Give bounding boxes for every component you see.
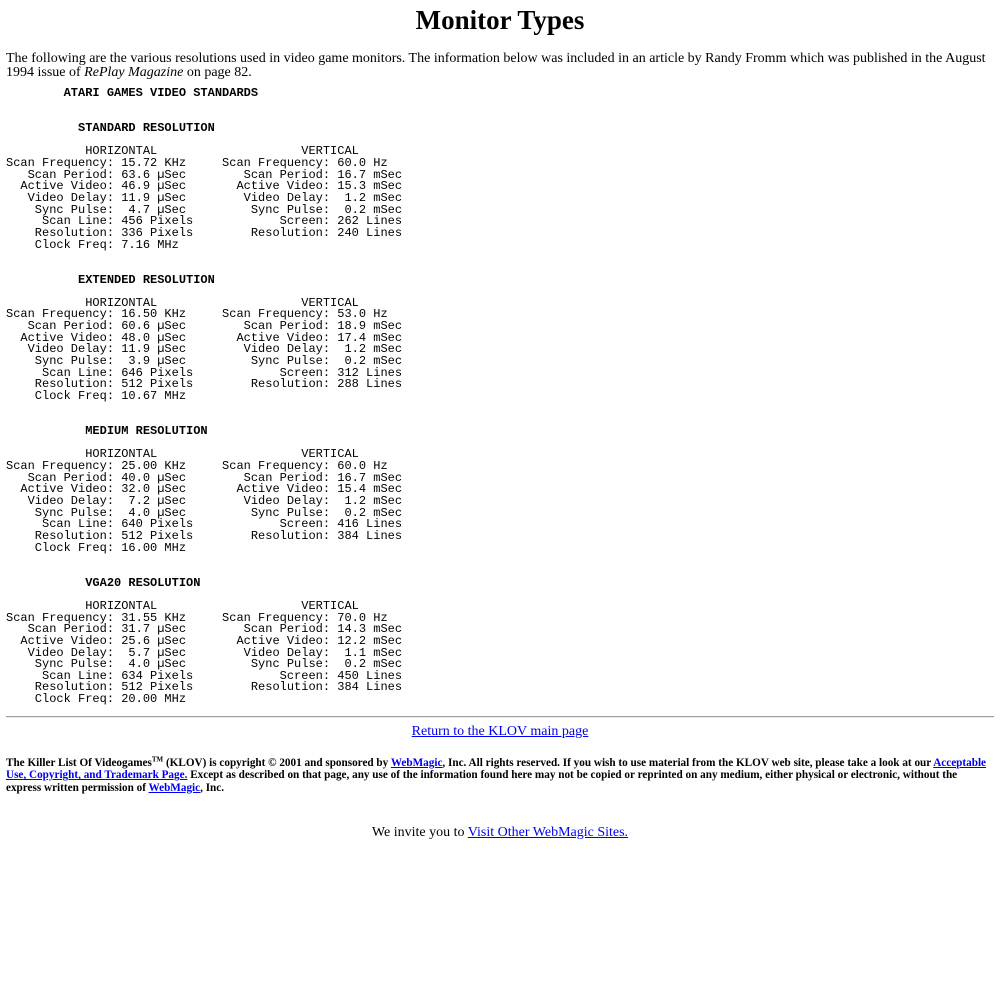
copyright-notice <box>6 757 994 795</box>
spec-row: Resolution: 512 Pixels Resolution: 288 Lines <box>6 377 403 392</box>
standards-header: ATARI GAMES VIDEO STANDARDS <box>6 86 259 100</box>
webmagic-link[interactable]: WebMagic <box>390 756 443 769</box>
return-main-page-link[interactable]: Return to the KLOV main page <box>411 723 589 739</box>
spec-row: Scan Frequency: 16.50 KHz Scan Frequency: 53.0 Hz <box>6 307 388 322</box>
spec-row: Active Video: 48.0 µSec Active Video: 17.4 mSec <box>6 330 403 345</box>
spec-row: Video Delay: 11.9 µSec Video Delay: 1.2 mSec <box>6 342 403 357</box>
spec-row: Clock Freq: 10.67 MHz <box>6 389 187 404</box>
spec-row: Scan Line: 634 Pixels Screen: 450 Lines <box>6 668 403 683</box>
copyright-text: Except as described on that page, any use of the information found here may not be copied or reprinted on any medium, either physical or electronic, without the express written permission of <box>6 769 958 794</box>
other-sites-link[interactable]: Visit Other WebMagic Sites. <box>467 824 629 840</box>
section-title: MEDIUM RESOLUTION <box>6 424 208 439</box>
spec-row: Scan Line: 456 Pixels Screen: 262 Lines <box>6 214 403 229</box>
spec-row: Scan Period: 60.6 µSec Scan Period: 18.9 mSec <box>6 319 403 334</box>
video-standards-table <box>6 88 994 706</box>
spec-row: Scan Period: 63.6 µSec Scan Period: 16.7 mSec <box>6 167 403 182</box>
spec-row: Clock Freq: 7.16 MHz <box>6 237 179 252</box>
intro-paragraph <box>6 52 994 80</box>
intro-text-end: on page 82. <box>183 65 252 80</box>
spec-row: Sync Pulse: 4.0 µSec Sync Pulse: 0.2 mSec <box>6 657 403 672</box>
spec-row: Video Delay: 5.7 µSec Video Delay: 1.1 mSec <box>6 645 403 660</box>
spec-row: Scan Frequency: 25.00 KHz Scan Frequency: 60.0 Hz <box>6 459 388 473</box>
spec-row: Scan Line: 640 Pixels Screen: 416 Lines <box>6 517 403 532</box>
spec-row: Clock Freq: 20.00 MHz <box>6 692 187 707</box>
spec-row: Sync Pulse: 3.9 µSec Sync Pulse: 0.2 mSec <box>6 354 403 369</box>
acceptable-use-link[interactable]: Acceptable Use, Copyright, and Trademark Page. <box>6 756 987 782</box>
column-headers: HORIZONTAL VERTICAL <box>6 144 359 159</box>
spec-row: Active Video: 32.0 µSec Active Video: 15.4 mSec <box>6 482 403 497</box>
spec-row: Active Video: 46.9 µSec Active Video: 15.3 mSec <box>6 179 403 194</box>
column-headers: HORIZONTAL VERTICAL <box>6 598 359 613</box>
magazine-name: RePlay Magazine <box>84 65 184 80</box>
column-headers: HORIZONTAL VERTICAL <box>6 295 359 310</box>
divider <box>6 716 994 718</box>
section-title: EXTENDED RESOLUTION <box>6 272 215 287</box>
section-title: VGA20 RESOLUTION <box>6 575 201 590</box>
page-title: Monitor Types <box>415 5 585 35</box>
copyright-text: (KLOV) is copyright © 2001 and sponsored by <box>163 756 391 769</box>
section-title: STANDARD RESOLUTION <box>6 120 215 135</box>
spec-row: Resolution: 336 Pixels Resolution: 240 Lines <box>6 225 403 240</box>
spec-row: Video Delay: 11.9 µSec Video Delay: 1.2 mSec <box>6 190 403 205</box>
spec-row: Video Delay: 7.2 µSec Video Delay: 1.2 mSec <box>6 493 403 508</box>
invite-text: We invite you to <box>371 824 468 840</box>
spec-row: Resolution: 512 Pixels Resolution: 384 Lines <box>6 528 403 543</box>
spec-row: Clock Freq: 16.00 MHz <box>6 540 187 555</box>
spec-row: Sync Pulse: 4.0 µSec Sync Pulse: 0.2 mSec <box>6 505 403 520</box>
copyright-text: , Inc. <box>200 781 225 794</box>
spec-row: Scan Period: 40.0 µSec Scan Period: 16.7 mSec <box>6 470 403 485</box>
spec-row: Scan Line: 646 Pixels Screen: 312 Lines <box>6 365 403 380</box>
intro-text: The following are the various resolutions used in video game monitors. The information below was included in an article by Randy Fromm which was published in the August 1994 issue of <box>6 51 986 80</box>
spec-row: Resolution: 512 Pixels Resolution: 384 Lines <box>6 680 403 695</box>
invite-section <box>6 825 994 841</box>
trademark-mark: TM <box>151 755 164 764</box>
webmagic-link-2[interactable]: WebMagic <box>148 781 201 794</box>
spec-row: Sync Pulse: 4.7 µSec Sync Pulse: 0.2 mSec <box>6 202 403 217</box>
spec-row: Scan Frequency: 31.55 KHz Scan Frequency: 70.0 Hz <box>6 610 388 625</box>
spec-row: Scan Period: 31.7 µSec Scan Period: 14.3 mSec <box>6 622 403 637</box>
spec-row: Scan Frequency: 15.72 KHz Scan Frequency: 60.0 Hz <box>6 155 388 170</box>
column-headers: HORIZONTAL VERTICAL <box>6 447 359 462</box>
copyright-text: The Killer List Of Videogames <box>6 756 152 769</box>
return-section <box>6 724 994 740</box>
copyright-text: , Inc. All rights reserved. If you wish to use material from the KLOV web site, please take a look at our <box>442 756 934 769</box>
spec-row: Active Video: 25.6 µSec Active Video: 12.2 mSec <box>6 633 403 648</box>
